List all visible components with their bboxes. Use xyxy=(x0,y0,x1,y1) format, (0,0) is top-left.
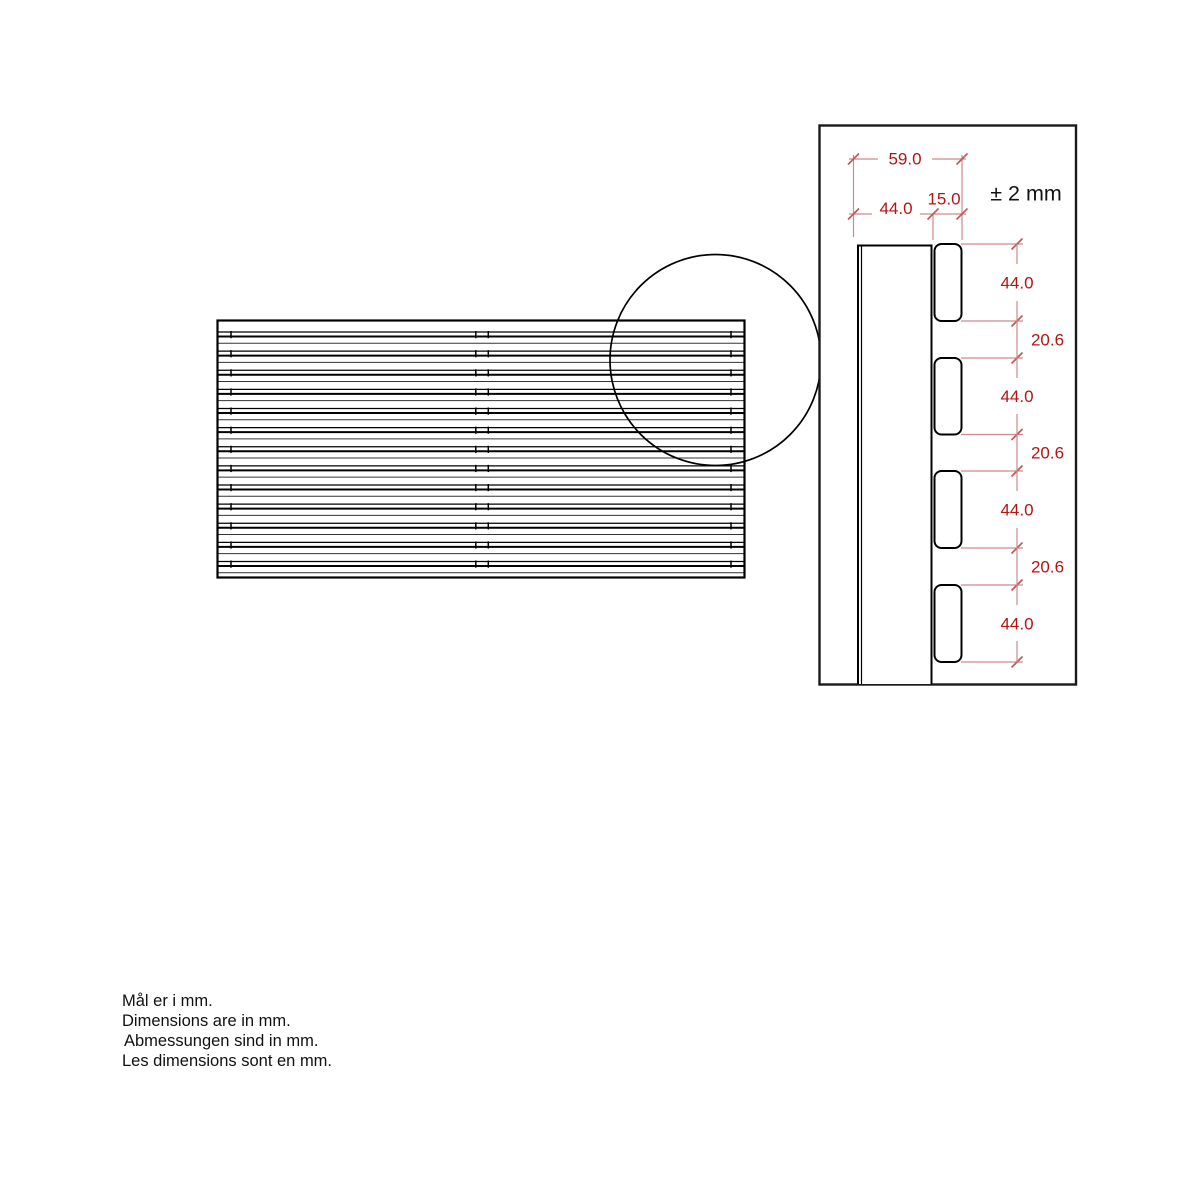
dim-rail-width-label: 44.0 xyxy=(879,198,913,218)
note-line-1: Mål er i mm. xyxy=(122,992,213,1010)
dim-gap-label-3: 20.6 xyxy=(1030,557,1065,577)
dim-slat-width-label-2: 44.0 xyxy=(1000,386,1034,406)
note-line-3: Abmessungen sind in mm. xyxy=(124,1032,319,1050)
slat-cross-section xyxy=(935,585,962,662)
note-line-2: Dimensions are in mm. xyxy=(122,1012,291,1030)
dim-gap-label-2: 20.6 xyxy=(1030,443,1065,463)
slat-cross-section xyxy=(935,358,962,435)
dim-slat-width-label-4: 44.0 xyxy=(1000,614,1034,634)
slat-cross-section xyxy=(935,471,962,548)
tolerance-label: ± 2 mm xyxy=(990,181,1062,206)
detail-view xyxy=(820,126,1077,685)
slat-cross-section xyxy=(935,244,962,321)
dim-slat-width-label-3: 44.0 xyxy=(1000,500,1034,520)
slatted-panel-plan-view xyxy=(218,321,745,578)
units-note-block xyxy=(122,992,332,1070)
dim-gap-label-1: 20.6 xyxy=(1030,330,1065,350)
rail-outline xyxy=(858,246,932,685)
dim-total-width-label: 59.0 xyxy=(888,149,922,169)
note-line-4: Les dimensions sont en mm. xyxy=(122,1052,333,1070)
dim-slat-thickness-label: 15.0 xyxy=(927,189,961,209)
dim-slat-width-label-1: 44.0 xyxy=(1000,273,1034,293)
panel-outline xyxy=(218,321,745,578)
